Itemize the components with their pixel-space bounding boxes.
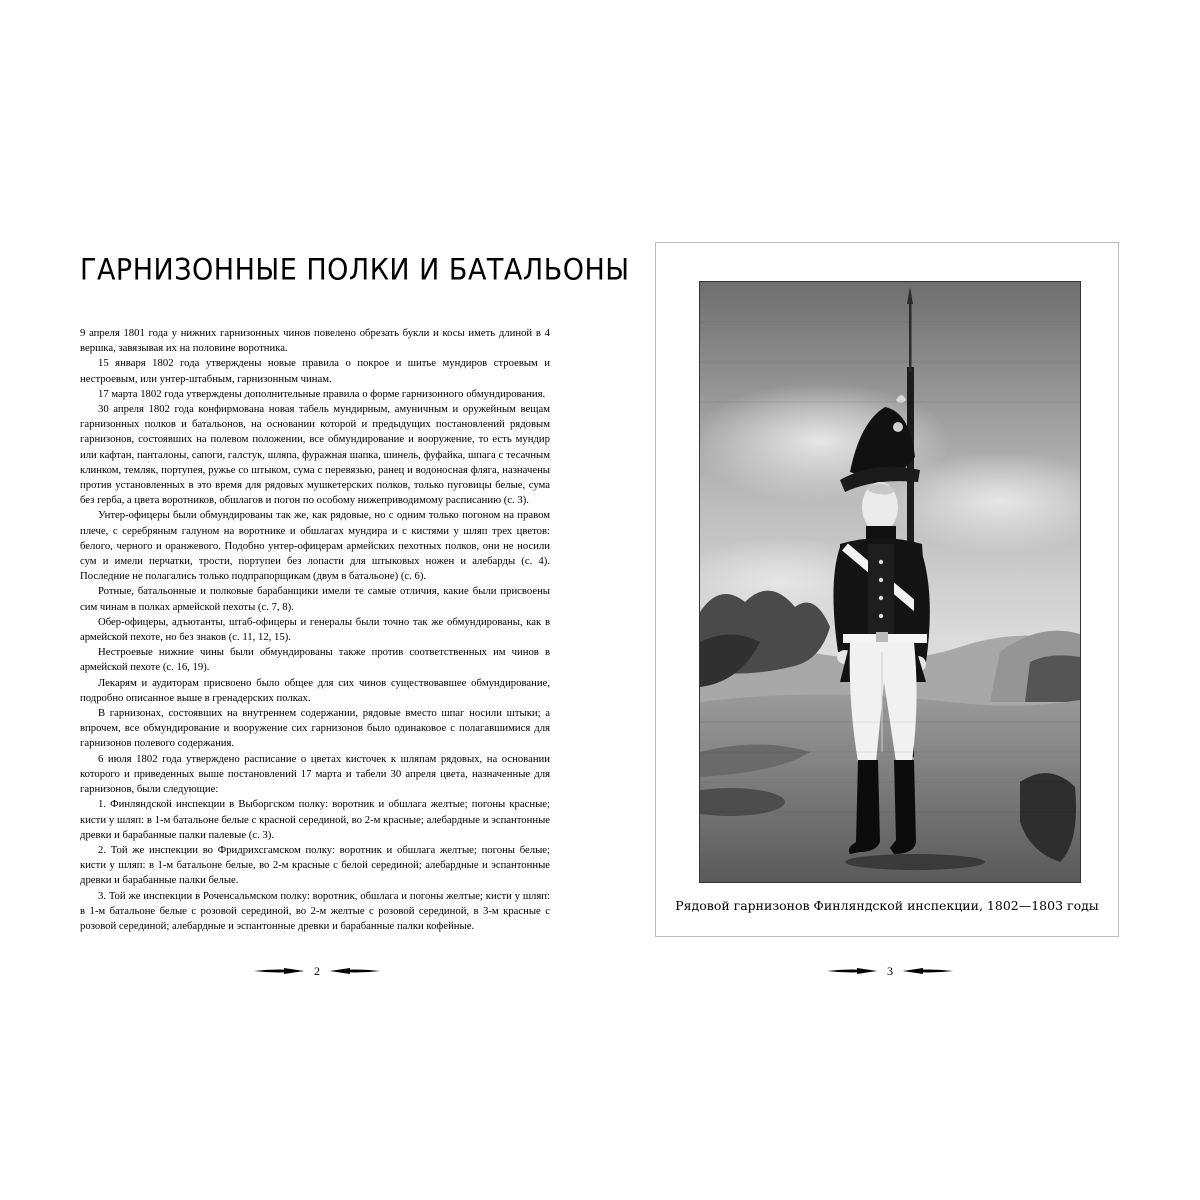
ornament-left-icon [254,966,304,976]
paragraph: 9 апреля 1801 года у нижних гарнизонных чинов повелено обрезать букли и косы иметь длиной в 4 вершка, завязывая их на половине воротника. [80,327,550,355]
paragraph: 15 января 1802 года утверждены новые правила о покрое и шитье мундиров строевым и нестроевым, или унтер-штабным, гарнизонным чинам. [80,357,550,385]
page-number: 2 [314,963,320,978]
paragraph: Обер-офицеры, адъютанты, штаб-офицеры и генералы были точно так же обмундированы, как в армейской пехоте, но без знаков (с. 11, 12, 15). [80,615,550,644]
body-text [80,326,550,934]
ornament-right-icon [330,966,380,976]
illustration-caption: Рядовой гарнизонов Финляндской инспекции, 1802—1803 годы [675,898,1099,913]
paragraph: Унтер-офицеры были обмундированы так же, как рядовые, но с одним только погоном на правом плече, с серебряным галуном на воротнике и обшлагах мундира и с кистями у шляп трех цветов: белого, черного и оранжевого. Подобно унтер-офицерам армейских пехотных полков, они не носили сум и имели перчатки, трости, портупеи без лопасти для штыковых ножен и алебарды (с. 4). Последние не полагались только подпрапорщикам (двум в батальоне) (с. 6). [80,509,550,583]
page-number-right [810,963,970,979]
paragraph: 3. Той же инспекции в Роченсальмском полку: воротник, обшлага и погоны желтые; кисти у шляп: в 1-м батальоне белые с розовой серединой, во 2-м желтые с розовой серединой, в 3-м красные с розовой серединой; алебардные и эспантонные древки и барабанные палки кофейные. [80,889,550,932]
paragraph: 2. Той же инспекции во Фридрихсгамском полку: воротник и обшлага желтые; погоны белые; кисти у шляп: в 1-м батальоне белые, во 2-м красные с белой серединой; алебардные и эспантонные древки и барабанные палки белые. [80,843,550,887]
paragraph: 1. Финляндской инспекции в Выборгском полку: воротник и обшлага желтые; погоны красные; кисти у шляп: в 1-м батальоне белые с красной серединой, во 2-м красные; алебардные и эспантонные древки и барабанные палки палевые (с. 3). [80,798,550,841]
paragraph: В гарнизонах, состоявших на внутреннем содержании, рядовые вместо шпаг носили штыки; а впрочем, все обмундирование и вооружение сих гарнизонов было одинаковое с полагавшимися для гарнизонов полевого содержания. [80,707,550,750]
paragraph: Нестроевые нижние чины были обмундированы также против соответственных им чинов в армейской пехоте (с. 16, 19). [80,646,550,674]
paragraph: Ротные, батальонные и полковые барабанщики имели те самые отличия, какие были присвоены сим чинам в полках армейской пехоты (с. 7, 8). [80,585,550,613]
paragraph: Лекарям и аудиторам присвоено было общее для сих чинов существовавшее обмундирование, подробно описанное выше в гренадерских полках. [80,676,550,704]
paragraph: 30 апреля 1802 года конфирмована новая табель мундирным, амуничным и оружейным вещам гарнизонных полков и батальонов, на основании которой и предыдущих постановлений рядовым гарнизонов, состоявших на полевом положении, все обмундирование и вооружение, то есть мундир или кафтан, панталоны, сапоги, галстук, шляпа, фуражная шапка, шинель, фуфайка, шпага с тесачным клинком, темляк, портупея, ружье со штыком, сума с перевязью, ранец и водоносная фляга, назначены против установленных в это время для рядовых мушкетерских полков, только пуговицы белые, сума без герба, а цвета воротников, обшлагов и погон по особому нижеприводимому расписанию (с. 3). [80,403,550,507]
chapter-title: ГАРНИЗОННЫЕ ПОЛКИ И БАТАЛЬОНЫ [80,253,630,288]
page-number: 3 [887,963,893,978]
ornament-right-icon [903,966,953,976]
soldier-illustration [699,281,1081,883]
paragraph: 17 марта 1802 года утверждены дополнительные правила о форме гарнизонного обмундирования. [98,387,546,400]
engraving-image [700,282,1080,882]
paragraph: 6 июля 1802 года утверждено расписание о цветах кисточек к шляпам рядовых, на основании которого и приведенных выше постановлений 17 марта и табели 30 апреля цвета, назначенные для гарнизонов, были следующие: [80,752,550,796]
left-page [80,253,630,934]
ornament-left-icon [827,966,877,976]
illustration-plate [655,242,1119,937]
page-number-left [237,963,397,979]
